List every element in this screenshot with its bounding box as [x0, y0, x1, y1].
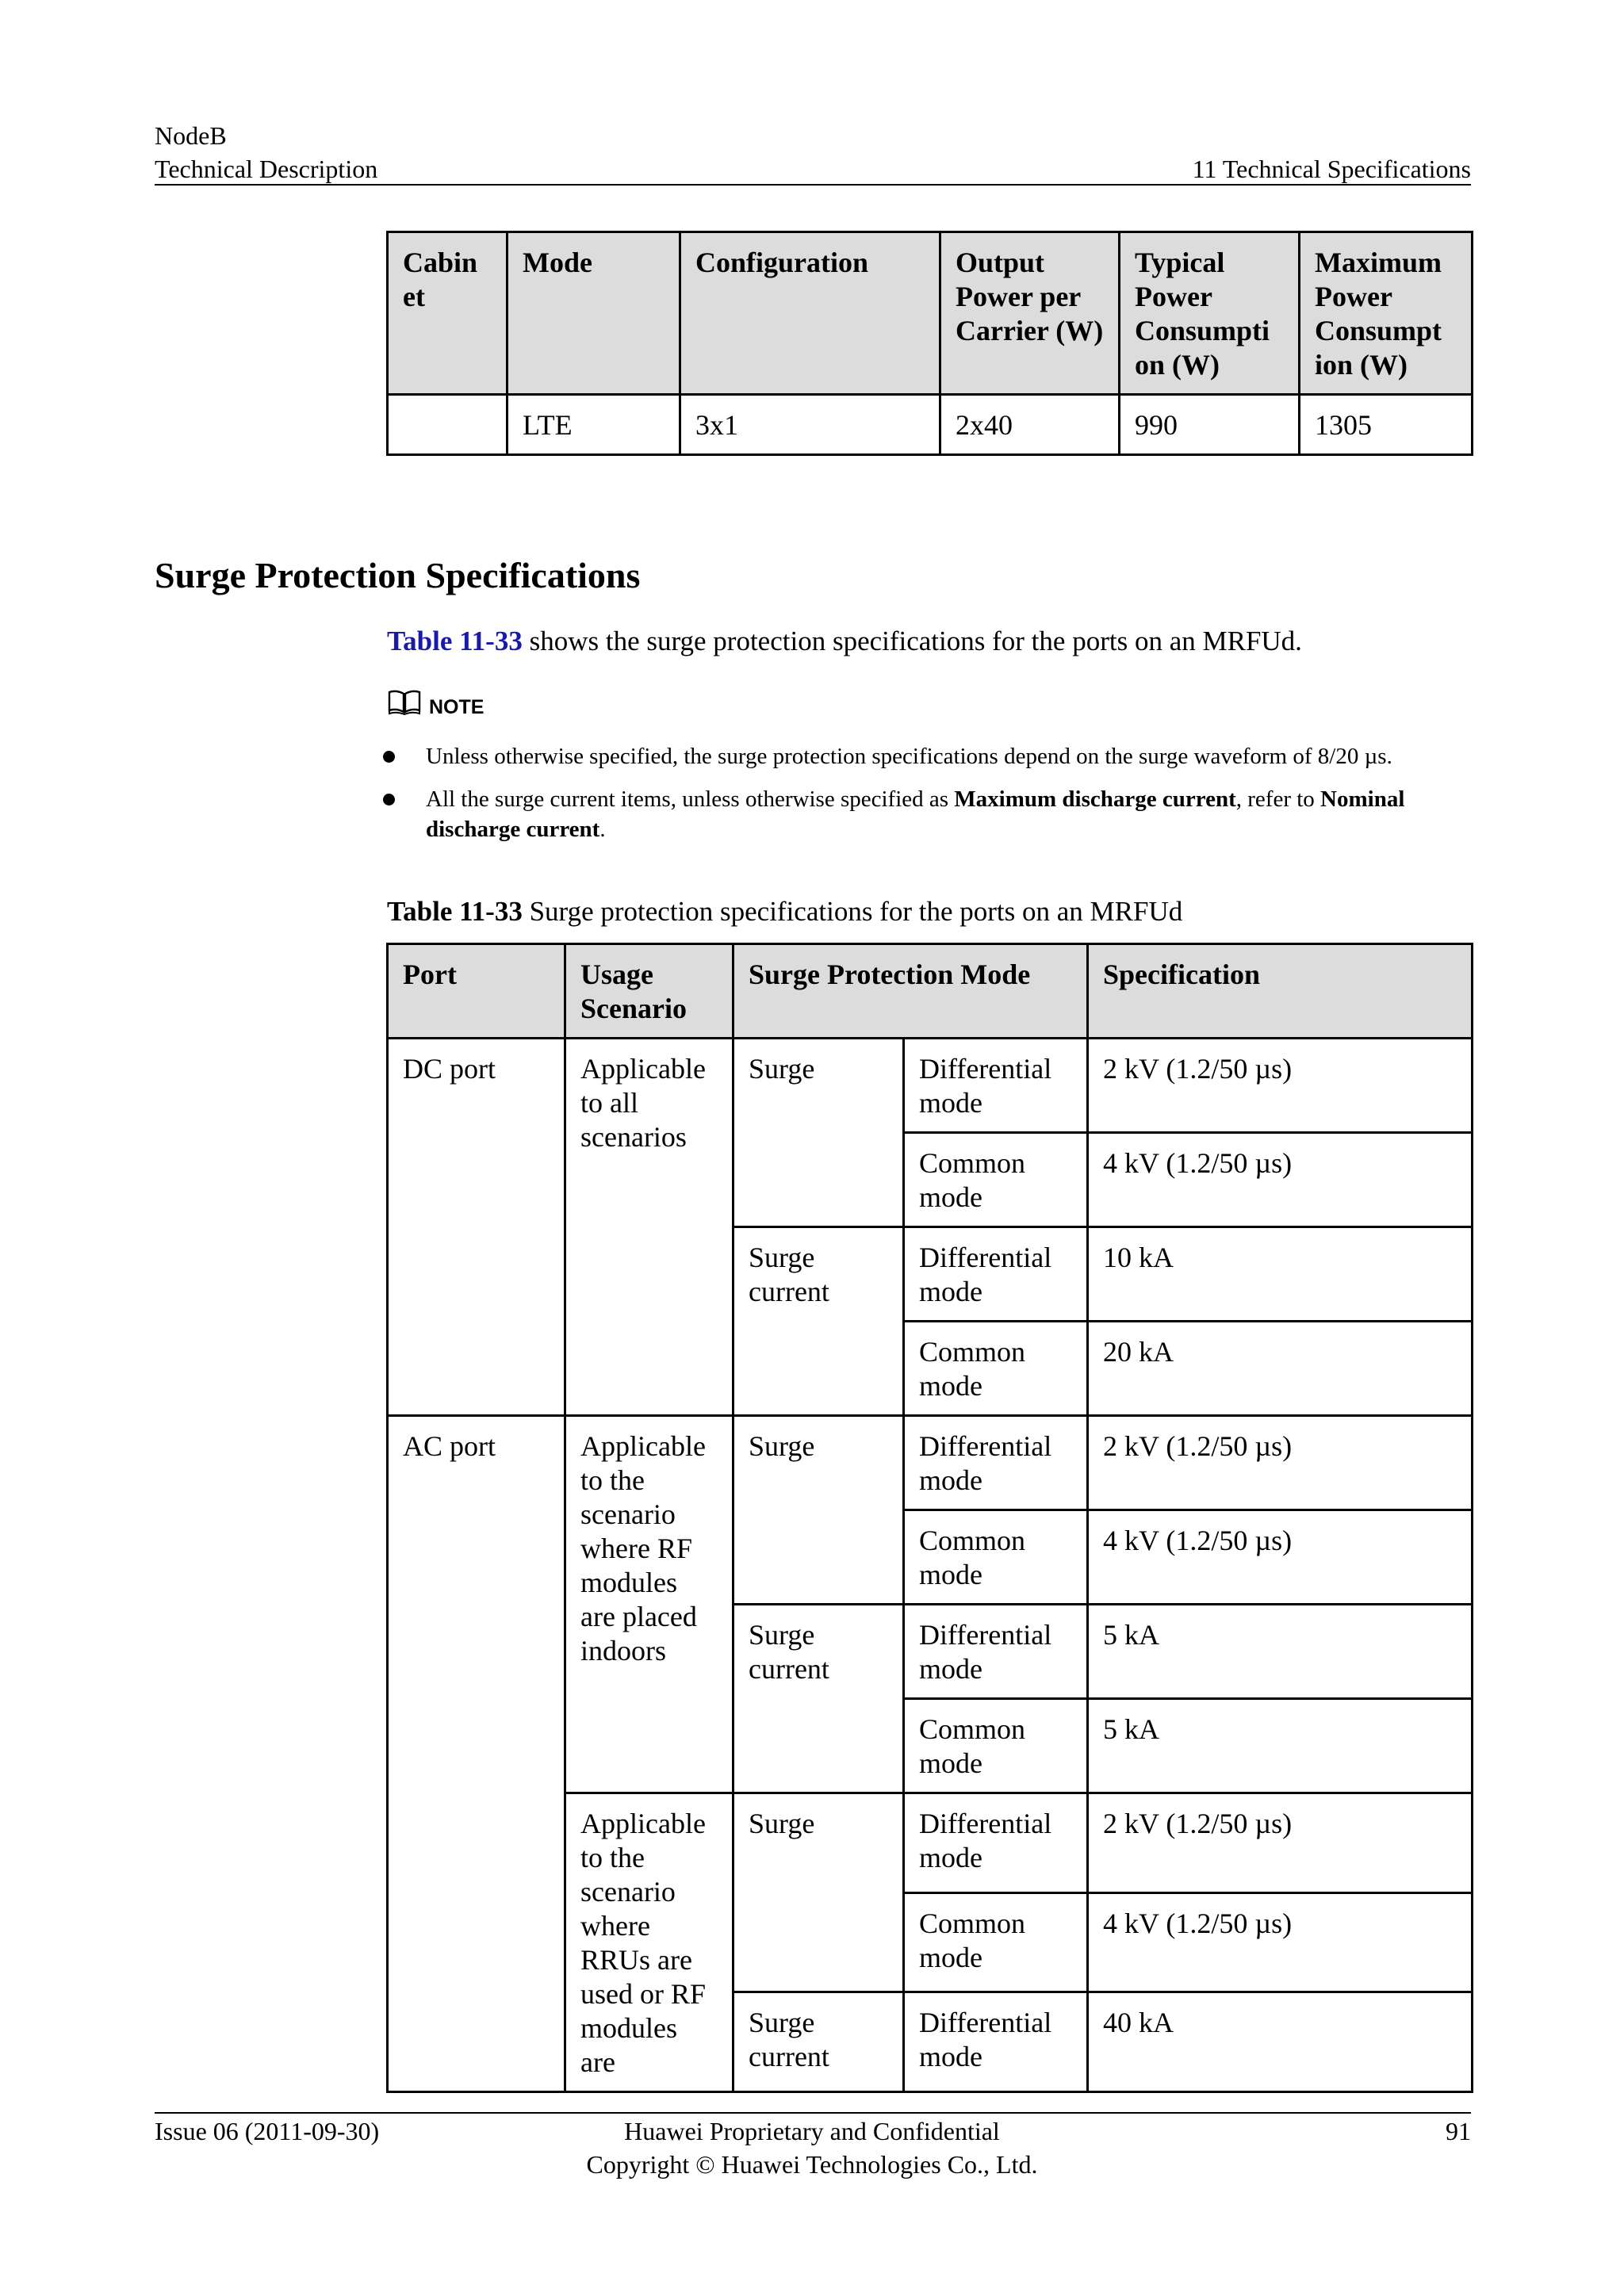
spec-cell: 2 kV (1.2/50 µs)	[1088, 1416, 1473, 1510]
table-cell: 1305	[1300, 395, 1473, 455]
table-cell: 2x40	[940, 395, 1120, 455]
header-cell: Typical Power Consumpti on (W)	[1120, 232, 1300, 395]
submode-cell: Differential mode	[904, 1227, 1088, 1322]
spec-cell: 20 kA	[1088, 1322, 1473, 1416]
submode-cell: Differential mode	[904, 1416, 1088, 1510]
spec-cell: 2 kV (1.2/50 µs)	[1088, 1039, 1473, 1133]
header-chapter: 11 Technical Specifications	[1192, 155, 1471, 183]
intro-paragraph	[387, 624, 1473, 659]
submode-cell: Differential mode	[904, 1793, 1088, 1893]
header-cell: Mode	[508, 232, 680, 395]
header-surge-protection-mode: Surge Protection Mode	[733, 944, 1088, 1039]
submode-cell: Differential mode	[904, 1605, 1088, 1699]
submode-cell: Differential mode	[904, 1992, 1088, 2092]
surge-protection-table	[386, 943, 1473, 2093]
footer-copyright: Copyright © Huawei Technologies Co., Ltd.	[586, 2150, 1038, 2179]
footer-page-number: 91	[1446, 2117, 1471, 2145]
header-rule	[155, 184, 1471, 186]
table-header-row	[388, 232, 1473, 395]
submode-cell: Common mode	[904, 1699, 1088, 1793]
table-cell: 3x1	[680, 395, 940, 455]
submode-cell: Common mode	[904, 1892, 1088, 1992]
spec-cell: 4 kV (1.2/50 µs)	[1088, 1892, 1473, 1992]
table-11-33-link[interactable]: Table 11-33	[387, 626, 523, 656]
header-port: Port	[388, 944, 565, 1039]
submode-cell: Common mode	[904, 1322, 1088, 1416]
footer-rule	[155, 2112, 1471, 2114]
spec-cell: 10 kA	[1088, 1227, 1473, 1322]
port-cell: AC port	[388, 1416, 565, 2092]
mode-cell: Surge	[733, 1416, 904, 1605]
header-cell: Maximum Power Consumpt ion (W)	[1300, 232, 1473, 395]
mode-cell: Surge	[733, 1039, 904, 1227]
header-product: NodeB	[155, 121, 227, 150]
section-title: Surge Protection Specifications	[155, 555, 641, 595]
footer-confidential: Huawei Proprietary and Confidential	[624, 2117, 1000, 2145]
submode-cell: Common mode	[904, 1133, 1088, 1227]
table-caption-label: Table 11-33	[387, 896, 523, 927]
spec-cell: 40 kA	[1088, 1992, 1473, 2092]
usage-cell: Applicable to all scenarios	[565, 1039, 733, 1416]
note-item-text: All the surge current items, unless otherwise specified as Maximum discharge current, refer to Nominal discharge current.	[426, 786, 1405, 842]
spec-cell: 5 kA	[1088, 1605, 1473, 1699]
table-row	[388, 1039, 1473, 1133]
header-usage-scenario: Usage Scenario	[565, 944, 733, 1039]
header-cell: Output Power per Carrier (W)	[940, 232, 1120, 395]
spec-cell: 2 kV (1.2/50 µs)	[1088, 1793, 1473, 1893]
header-cell: Configuration	[680, 232, 940, 395]
note-item-text: Unless otherwise specified, the surge protection specifications depend on the surge waveform of 8/20 µs.	[426, 744, 1392, 769]
note-book-icon	[387, 689, 422, 720]
spec-cell: 4 kV (1.2/50 µs)	[1088, 1133, 1473, 1227]
usage-cell: Applicable to the scenario where RF modules are placed indoors	[565, 1416, 733, 1793]
spec-cell: 5 kA	[1088, 1699, 1473, 1793]
bullet-icon	[383, 751, 395, 763]
footer-issue: Issue 06 (2011-09-30)	[155, 2117, 380, 2145]
spec-cell: 4 kV (1.2/50 µs)	[1088, 1510, 1473, 1605]
power-consumption-table	[386, 231, 1473, 456]
mode-cell: Surge current	[733, 1992, 904, 2092]
submode-cell: Common mode	[904, 1510, 1088, 1605]
table-caption-text: Surge protection specifications for the ports on an MRFUd	[522, 896, 1183, 927]
header-cell: Cabin et	[388, 232, 508, 395]
usage-cell: Applicable to the scenario where RRUs are used or RF modules are	[565, 1793, 733, 2092]
mode-cell: Surge current	[733, 1227, 904, 1416]
bullet-icon	[383, 794, 395, 806]
table-row	[388, 395, 1473, 455]
table-row	[388, 1416, 1473, 1510]
mode-cell: Surge current	[733, 1605, 904, 1793]
mode-cell: Surge	[733, 1793, 904, 1992]
table-header-row	[388, 944, 1473, 1039]
table-caption	[387, 894, 1182, 929]
table-cell	[388, 395, 508, 455]
table-cell: LTE	[508, 395, 680, 455]
port-cell: DC port	[388, 1039, 565, 1416]
submode-cell: Differential mode	[904, 1039, 1088, 1133]
table-cell: 990	[1120, 395, 1300, 455]
intro-text: shows the surge protection specifications for the ports on an MRFUd.	[522, 626, 1302, 656]
note-label: NOTE	[429, 696, 485, 718]
header-specification: Specification	[1088, 944, 1473, 1039]
header-doc-type: Technical Description	[155, 155, 378, 183]
